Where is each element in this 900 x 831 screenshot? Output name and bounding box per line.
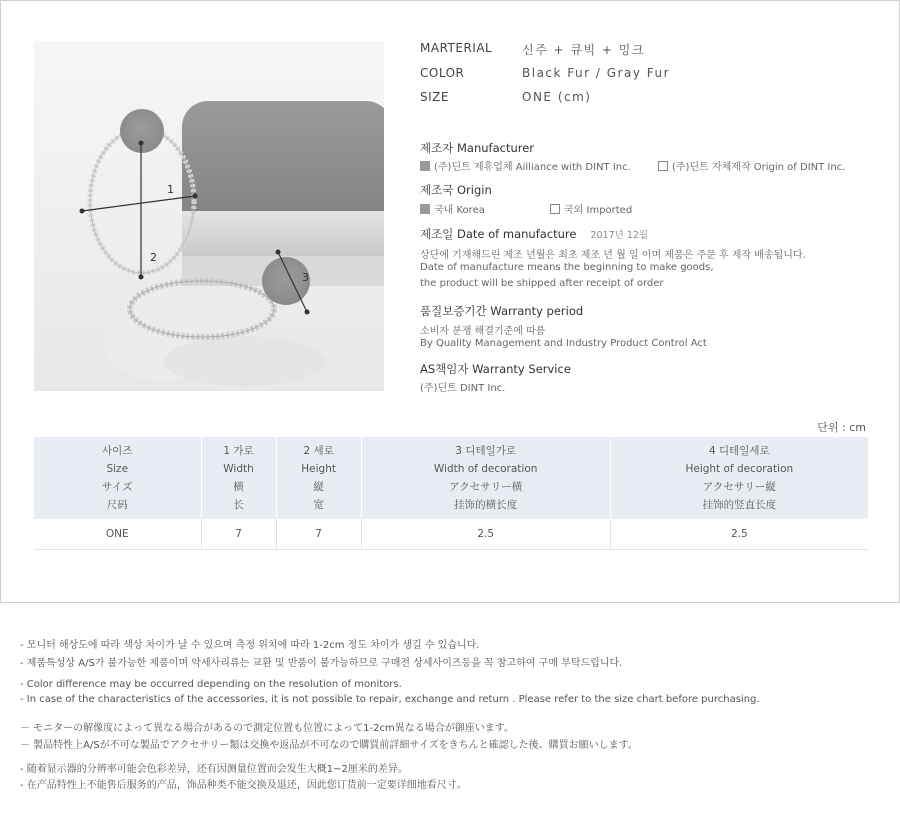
as-title: AS책임자 Warranty Service — [420, 362, 571, 376]
earring-photo-illustration — [34, 41, 384, 391]
size-table — [34, 437, 868, 550]
product-photo — [34, 41, 384, 391]
as-line-1: (주)딘트 DINT Inc. — [420, 383, 506, 394]
spec-value: Black Fur / Gray Fur — [522, 66, 671, 80]
origin-option-imported: 국외 Imported — [550, 201, 632, 216]
date-value: 2017년 12월 — [590, 230, 649, 241]
notice-line: － 製品特性上A/Sが不可な製品でアクセサリー類は交換や返品が不可なので購買前詳細サイズをきちんと確認した後、購買お願いします。 — [20, 740, 638, 751]
date-line-3: the product will be shipped after receipt of order — [420, 278, 664, 289]
header-size: 사이즈 Size サイズ 尺码 — [34, 437, 201, 519]
size-table-header-row — [34, 437, 868, 519]
spec-label: COLOR — [420, 66, 465, 80]
notice-line: - 모니터 해상도에 따라 색상 차이가 날 수 있으며 측정 위치에 따라 1-2cm 정도 차이가 생길 수 있습니다. — [20, 640, 480, 651]
header-height: 2 세로 Height 縦 宽 — [276, 437, 361, 519]
notice-line: － モニターの解像度によって異なる場合があるので測定位置も位置によって1-2cm異なる場合が御座います。 — [20, 723, 514, 734]
spec-value: ONE (cm) — [522, 90, 592, 104]
spec-label: SIZE — [420, 90, 449, 104]
origin-title: 제조국 Origin — [420, 183, 492, 197]
notice-line: - 在产品特性上不能售后服务的产品，饰品种类不能交换及退还，因此您订货前一定要详细地看尺寸。 — [20, 780, 467, 791]
notice-line: - Color difference may be occurred depending on the resolution of monitors. — [20, 679, 402, 690]
table-row — [34, 519, 868, 549]
notice-line: - 随着显示器的分辨率可能会色彩差异，还有因测量位置而会发生大概1~2厘米的差异。 — [20, 764, 408, 775]
unchecked-box-icon — [658, 161, 668, 171]
measure-label-1: 1 — [167, 183, 174, 196]
date-title: 제조일 Date of manufacture 2017년 12월 — [420, 227, 649, 241]
warranty-line-2: By Quality Management and Industry Product Control Act — [420, 338, 707, 349]
warranty-title: 품질보증기간 Warranty period — [420, 304, 584, 318]
manufacturer-option-alliance: (주)딘트 제휴업체 Ailliance with DINT Inc. — [420, 158, 631, 173]
origin-option-korea: 국내 Korea — [420, 201, 485, 216]
measure-label-3: 3 — [302, 271, 309, 284]
manufacturer-title: 제조자 Manufacturer — [420, 141, 535, 155]
cell-size: ONE — [34, 519, 201, 549]
notice-line: - 제품특성상 A/S가 불가능한 제품이며 악세사리류는 교환 및 반품이 불가능하므로 구매전 상세사이즈등을 꼭 참고하여 구매 부탁드립니다. — [20, 658, 623, 669]
spec-label: MARTERIAL — [420, 41, 493, 55]
measure-label-2: 2 — [150, 251, 157, 264]
checked-box-icon — [420, 204, 430, 214]
manufacturer-option-origin: (주)딘트 자체제작 Origin of DINT Inc. — [658, 158, 845, 173]
unchecked-box-icon — [550, 204, 560, 214]
checked-box-icon — [420, 161, 430, 171]
cell-decoration-height: 2.5 — [610, 519, 868, 549]
header-decoration-width: 3 디테일가로 Width of decoration アクセサリー横 挂饰的横长度 — [361, 437, 610, 519]
header-decoration-height: 4 디테일세로 Height of decoration アクセサリー縦 挂饰的竖直长度 — [610, 437, 868, 519]
warranty-line-1: 소비자 분쟁 해결기준에 따름 — [420, 326, 546, 337]
header-width: 1 가로 Width 横 长 — [201, 437, 276, 519]
unit-label: 단위 : cm — [817, 421, 866, 434]
cell-width: 7 — [201, 519, 276, 549]
cell-height: 7 — [276, 519, 361, 549]
notice-line: - In case of the characteristics of the accessories, it is not possible to repair, exchange and return . Please refer to the size chart before purchasing. — [20, 694, 760, 705]
spec-value: 신주 + 큐빅 + 밍크 — [522, 43, 645, 57]
cell-decoration-width: 2.5 — [361, 519, 610, 549]
date-line-1: 상단에 기재해드린 제조 년월은 최초 제조 년 월 일 이며 제품은 주문 후 제작 배송됩니다. — [420, 250, 806, 261]
date-line-2: Date of manufacture means the beginning to make goods, — [420, 262, 714, 273]
